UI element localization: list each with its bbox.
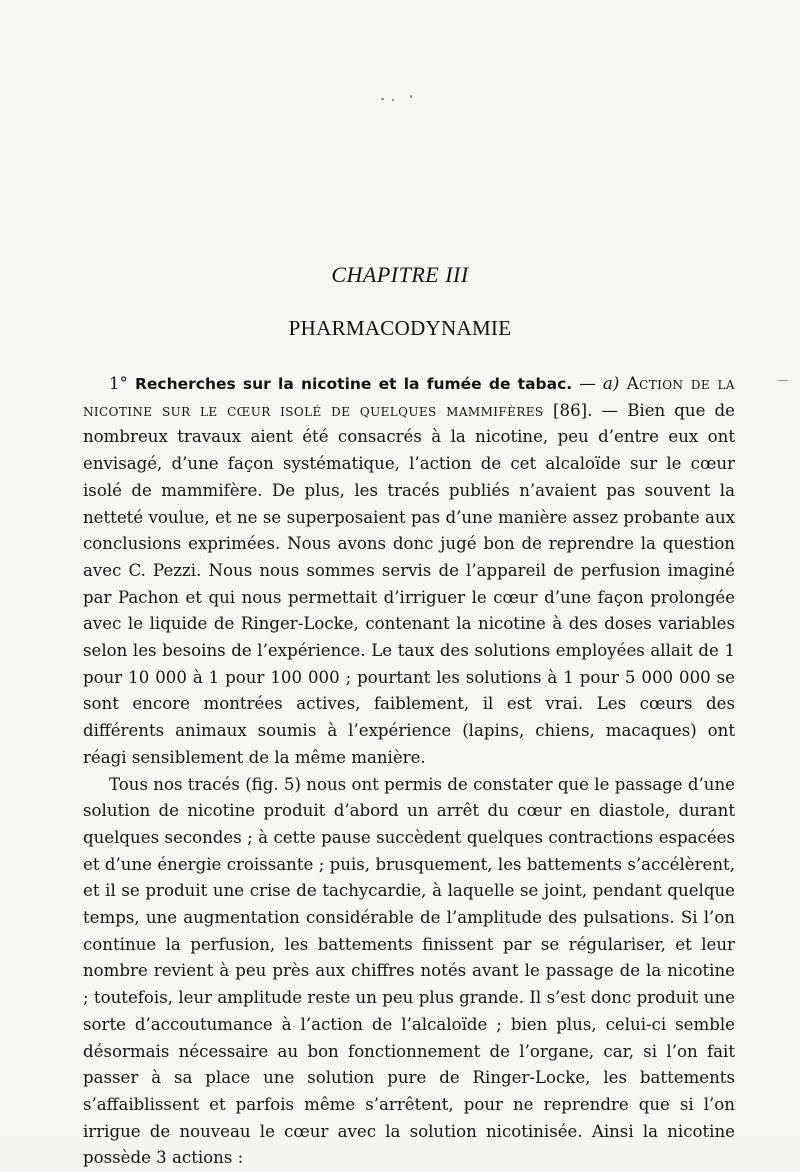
print-speck: [381, 98, 384, 100]
heading-sub-letter: a): [602, 374, 620, 393]
body-text: [83, 371, 735, 1172]
heading-label: Recherches sur la nicotine et la fumée de tabac.: [134, 375, 573, 393]
paragraph-1: [83, 371, 735, 772]
paragraph-1-text: . — Bien que de nombreux travaux aient été consacrés à la nicotine, peu d’entre eux ont envisagé, d’une façon systématique, l’action de cet alcaloïde sur le cœur isolé de mammifère. De plus, les tracés publiés n’avaient pas souvent la netteté voulue, et ne se superposaient pas d’une manière assez probante aux conclusions exprimées. Nous avons donc jugé bon de reprendre la question avec C. Pezzi. Nous nous sommes servis de l’appareil de perfusion imaginé par Pachon et qui nous permettait d’irriguer le cœur d’une façon prolongée avec le liquide de Ringer-Locke, contenant la nicotine à des doses variables selon les besoins de l’expérience. Le taux des solutions employées allait de 1 pour 10 000 à 1 pour 100 000 ; pourtant les solutions à 1 pour 5 000 000 se sont encore montrées actives, faiblement, il est vrai. Les cœurs des différents animaux soumis à l’expérience (lapins, chiens, macaques) ont réagi sensiblement de la même manière.: [83, 400, 735, 767]
heading-sub-title: Action de la nicotine sur le cœur isolé de quelques mammifères: [83, 374, 735, 420]
heading-number: 1°: [109, 374, 128, 393]
print-speck: [410, 95, 412, 98]
print-speck: [392, 99, 394, 101]
section-title: PHARMACODYNAMIE: [288, 316, 512, 340]
chapter-title: CHAPITRE III: [331, 262, 469, 287]
heading-reference: [86]: [553, 400, 588, 420]
paragraph-2: Tous nos tracés (fig. 5) nous ont permis de constater que le passage d’une solution de nicotine produit d’abord un arrêt du cœur en diastole, durant quelques secondes ; à cette pause succèdent quelques contractions espacées et d’une énergie croissante ; puis, brusquement, les battements s’accélèrent, et il se produit une crise de tachycardie, à laquelle se joint, pendant quelque temps, une augmentation considérable de l’amplitude des pulsations. Si l’on continue la perfusion, les battements finissent par se régulariser, et leur nombre revient à peu près aux chiffres notés avant le passage de la nicotine ; toutefois, leur amplitude reste un peu plus grande. Il s’est donc produit une sorte d’accoutumance à l’action de l’alcaloïde ; bien plus, celui-ci semble désormais nécessaire au bon fonctionnement de l’organe, car, si l’on fait passer à sa place une solution pure de Ringer-Locke, les battements s’affaiblissent et parfois même s’arrêtent, pour ne reprendre que si l’on irrigue de nouveau le cœur avec la solution nicotinisée. Ainsi la nicotine possède 3 actions :: [83, 774, 735, 1168]
heading-dash: —: [572, 374, 603, 393]
margin-mark: [778, 380, 788, 381]
